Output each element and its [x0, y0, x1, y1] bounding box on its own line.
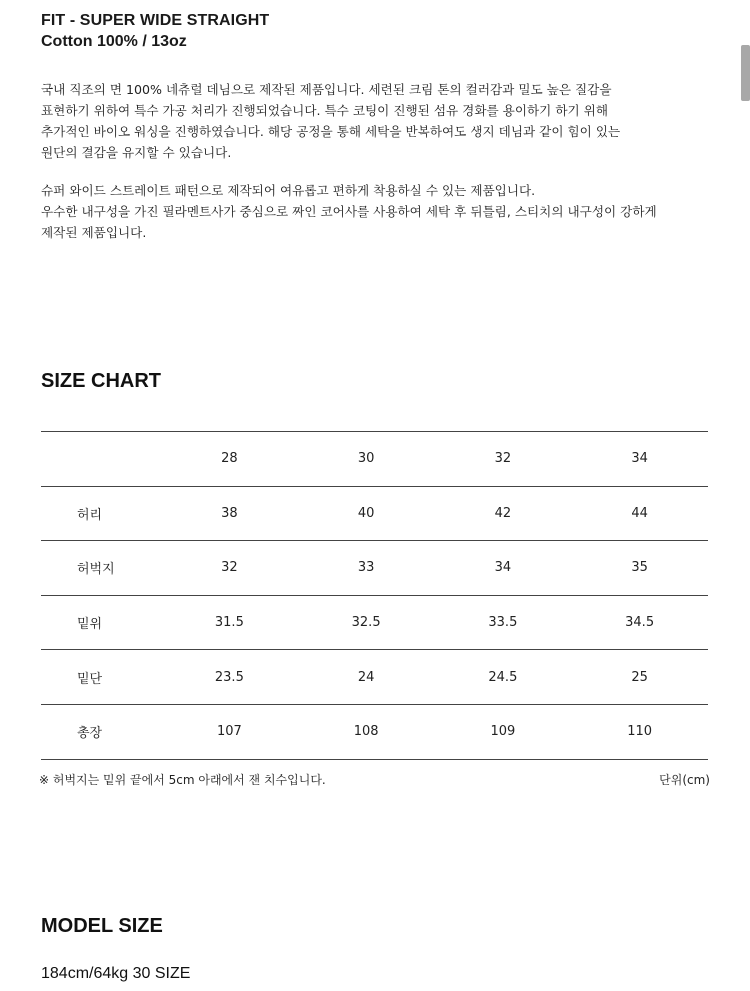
table-cell: 44: [631, 505, 648, 521]
size-header-cell: 28: [221, 451, 238, 467]
description-line: 제작된 제품입니다.: [41, 225, 147, 240]
table-cell: 33.5: [488, 615, 518, 631]
size-header-cell: 34: [631, 451, 648, 467]
table-cell: 25: [631, 669, 648, 685]
table-cell: 24: [357, 669, 375, 685]
table-row: [41, 486, 708, 541]
table-cell: 35: [631, 560, 648, 576]
model-size-info: 184cm/64kg 30 SIZE: [41, 965, 191, 982]
row-label-waist: 허리: [77, 507, 103, 523]
table-cell: 108: [353, 724, 379, 740]
table-row: [41, 595, 708, 650]
table-cell: 34: [494, 560, 512, 576]
size-header-cell: 32: [494, 451, 512, 467]
table-cell: 110: [627, 724, 653, 740]
description-line: 우수한 내구성을 가진 필라멘트사가 중심으로 짜인 코어사를 사용하여 세탁 후 뒤틀림, 스티치의 내구성이 강하게: [41, 204, 657, 219]
table-cell: 34.5: [625, 615, 655, 631]
table-row: [41, 541, 708, 596]
description-paragraph-2: [41, 180, 721, 243]
description-line: 슈퍼 와이드 스트레이트 패턴으로 제작되어 여유롭고 편하게 착용하실 수 있는 제품입니다.: [41, 183, 536, 198]
table-row: [41, 650, 708, 705]
description-line: 원단의 결감을 유지할 수 있습니다.: [41, 145, 232, 160]
model-size-title: MODEL SIZE: [41, 915, 163, 937]
size-header-row: [41, 432, 708, 487]
fit-title: FIT - SUPER WIDE STRAIGHT: [41, 12, 270, 29]
table-cell: 109: [490, 724, 516, 740]
description-line: 추가적인 바이오 워싱을 진행하였습니다. 해당 공정을 통해 세탁을 반복하여도 생지 데님과 같이 힘이 있는: [41, 124, 621, 139]
row-label-hem: 밑단: [77, 671, 103, 687]
description-paragraph-1: [41, 79, 721, 163]
row-label-rise: 밑위: [77, 617, 103, 633]
unit-label: 단위(cm): [659, 773, 710, 787]
table-cell: 23.5: [214, 669, 244, 685]
size-chart-title: SIZE CHART: [41, 370, 161, 392]
table-cell: 38: [221, 505, 238, 521]
table-cell: 24.5: [488, 669, 518, 685]
fabric-info: Cotton 100% / 13oz: [41, 33, 187, 50]
row-label-thigh: 허벅지: [77, 562, 115, 578]
description-line: 표현하기 위하여 특수 가공 처리가 진행되었습니다. 특수 코팅이 진행된 섬유 경화를 용이하기 하기 위해: [41, 103, 608, 118]
table-cell: 32: [221, 560, 238, 576]
table-cell: 31.5: [214, 615, 244, 631]
table-row: [41, 704, 708, 759]
row-label-length: 총장: [77, 726, 103, 742]
table-cell: 33: [357, 560, 375, 576]
description-line: 국내 직조의 면 100% 네츄럴 데님으로 제작된 제품입니다. 세련된 크림 톤의 컬러감과 밀도 높은 질감을: [41, 82, 612, 97]
measurement-note: ※ 허벅지는 밑위 끝에서 5cm 아래에서 잰 치수입니다.: [39, 773, 326, 787]
table-cell: 32.5: [351, 615, 381, 631]
scrollbar-thumb[interactable]: [741, 45, 750, 101]
size-header-cell: 30: [357, 451, 375, 467]
table-cell: 107: [216, 724, 242, 740]
corner-cell: [41, 432, 161, 487]
table-cell: 42: [494, 505, 512, 521]
size-chart-table: [41, 431, 708, 760]
table-cell: 40: [357, 505, 375, 521]
